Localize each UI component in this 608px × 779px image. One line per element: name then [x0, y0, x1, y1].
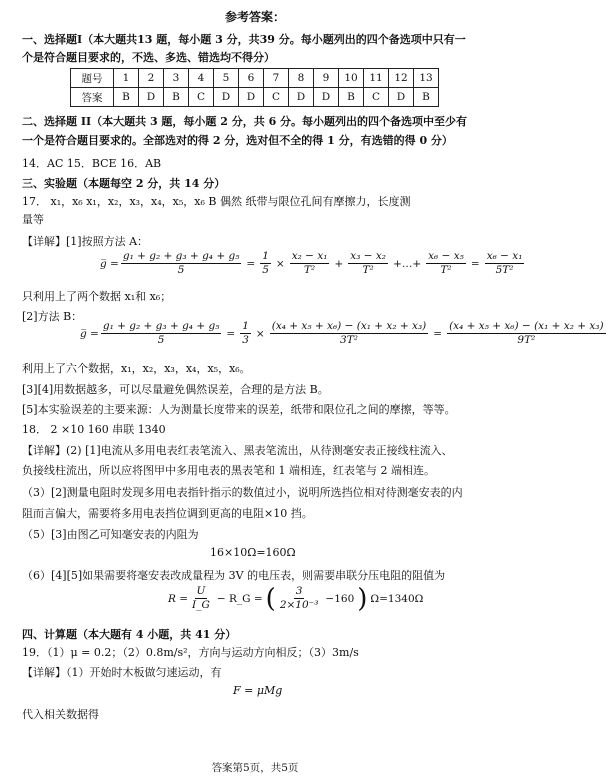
result: Ω=1340Ω [370, 592, 424, 605]
numerator: g₁ + g₂ + g₃ + g₄ + g₅ [122, 250, 240, 262]
table-cell: 6 [239, 69, 264, 88]
eq-lhs: R = [168, 592, 189, 605]
numerator: x₆ − x₁ [486, 250, 523, 262]
right-paren: ) [357, 583, 368, 614]
numerator: x₃ − x₂ [350, 250, 387, 262]
denominator: 5 [157, 334, 165, 346]
table-cell: C [264, 88, 289, 107]
denominator: 5T² [495, 264, 514, 276]
fraction [426, 250, 466, 277]
numerator: x₂ − x₁ [291, 250, 328, 262]
q18-detail-line5: （5）[3]由图乙可知毫安表的内阻为 [22, 528, 199, 541]
page-footer: 答案第5页，共5页 [211, 762, 299, 774]
denominator: 3T² [340, 334, 358, 346]
numerator: U [196, 585, 206, 597]
q17-answer-line1: 17． x₁，x₆ x₁，x₂，x₃，x₄，x₅，x₆ B 偶然 纸带与限位孔间有摩擦力，长度测 [22, 195, 411, 208]
section1-heading-line2: 个是符合题目要求的，不选、多选、错选均不得分） [22, 51, 275, 64]
operator: = [433, 327, 443, 340]
q18-detail-line3: （3）[2]测量电阻时发现多用电表指针指示的数值过小，说明所选挡位相对待测毫安表的内 [22, 486, 463, 499]
q19-detail-line1: 【详解】（1）开始时木板做匀速运动，有 [22, 666, 222, 679]
q18-detail-line2: 负接线柱流出，所以应将图甲中多用电表的黑表笔和 1 端相连，红表笔与 2 端相连。 [22, 464, 435, 477]
numerator: 3 [295, 585, 303, 597]
equation-method-b [80, 320, 608, 347]
operator: × [255, 327, 265, 340]
section2-heading-line1: 二、选择题 II（本大题共 3 题，每小题 2 分，共 6 分。每小题列出的四个备选项中至少有 [22, 115, 468, 128]
fraction [260, 250, 271, 277]
method-b-label: [2]方法 B： [22, 310, 83, 323]
denominator: T² [303, 264, 316, 276]
q18-detail-line1: 【详解】(2) [1]电流从多用电表红表笔流入、黑表笔流出，从待测毫安表正接线柱流入、 [22, 444, 453, 457]
denominator: 9T² [517, 334, 536, 346]
table-cell: B [164, 88, 189, 107]
fraction [485, 250, 525, 277]
numerator: 1 [242, 320, 249, 332]
only-two-data-note: 只利用上了两个数据 x₁和 x₆； [22, 290, 172, 303]
table-cell: 11 [364, 69, 389, 88]
section1-heading-line1: 一、选择题Ⅰ（本大题共13 题，每小题 3 分，共39 分。每小题列出的四个备选项中只有一 [22, 33, 466, 46]
q19-answer: 19．（1）μ = 0.2；（2）0.8m/s²，方向与运动方向相反；（3）3m/s [22, 646, 359, 659]
numerator: 1 [262, 250, 269, 262]
fraction [190, 585, 212, 612]
table-cell: 13 [414, 69, 439, 88]
table-cell: C [189, 88, 214, 107]
table-cell: 7 [264, 69, 289, 88]
table-cell: 10 [339, 69, 364, 88]
numerator: (x₄ + x₅ + x₆) − (x₁ + x₂ + x₃) [449, 320, 604, 332]
equation-series-resistance [168, 585, 426, 612]
q17-detail-method-a: 【详解】[1]按照方法 A： [22, 235, 149, 248]
table-cell: 2 [139, 69, 164, 88]
table-cell: B [414, 88, 439, 107]
note-5: [5]本实验误差的主要来源：人为测量长度带来的误差，纸带和限位孔之间的摩擦，等等。 [22, 403, 456, 416]
operator: −160 [325, 592, 355, 605]
answer-table-number-row [71, 69, 439, 88]
left-paren: ( [265, 583, 276, 614]
fraction [278, 585, 321, 612]
table-cell: 12 [389, 69, 414, 88]
table-cell: B [339, 88, 364, 107]
denominator: 5 [262, 264, 269, 276]
q18-answer: 18． 2 ×10 160 串联 1340 [22, 423, 166, 436]
table-cell: 5 [214, 69, 239, 88]
eq-lhs: g̅ = [100, 257, 119, 270]
section3-heading: 三、实验题（本题每空 2 分，共 14 分） [22, 177, 226, 190]
table-cell: B [114, 88, 139, 107]
q17-answer-line2: 量等 [22, 213, 44, 226]
denominator: 3 [242, 334, 249, 346]
note-3-4: [3][4]用数据越多，可以尽量避免偶然误差，合理的是方法 B。 [22, 383, 329, 396]
denominator: 2×10⁻³ [279, 599, 319, 611]
page-title: 参考答案： [224, 10, 285, 24]
table-cell: D [214, 88, 239, 107]
table-cell: 8 [289, 69, 314, 88]
operator: +…+ [393, 257, 422, 270]
table-cell: C [364, 88, 389, 107]
table-cell: D [389, 88, 414, 107]
equation-method-a [100, 250, 526, 277]
denominator: I_G [192, 599, 210, 611]
table-cell: D [239, 88, 264, 107]
q19-detail-line2: 代入相关数据得 [22, 708, 99, 721]
operator: = [246, 257, 256, 270]
fraction [290, 250, 330, 277]
eq-lhs: g̅ = [80, 327, 99, 340]
table-cell: 3 [164, 69, 189, 88]
q18-detail-line6: （6）[4][5]如果需要将毫安表改成量程为 3V 的电压表，则需要串联分压电阻的阻值为 [22, 569, 446, 582]
fraction [348, 250, 388, 277]
table-cell: 9 [314, 69, 339, 88]
numerator: x₆ − x₅ [428, 250, 464, 262]
six-data-note: 利用上了六个数据，x₁，x₂，x₃，x₄，x₅，x₆。 [22, 362, 251, 375]
answer-table-answer-row [71, 88, 439, 107]
operator: × [275, 257, 285, 270]
operator: = [470, 257, 480, 270]
operator: + [334, 257, 344, 270]
denominator: T² [440, 264, 452, 276]
answer-table [70, 68, 439, 107]
q18-equation-resistance: 16×10Ω=160Ω [210, 546, 296, 559]
table-cell: D [289, 88, 314, 107]
operator: = [226, 327, 236, 340]
fraction [270, 320, 429, 347]
denominator: T² [362, 264, 374, 276]
q19-friction-equation: F = μMg [233, 684, 283, 697]
table-cell: D [139, 88, 164, 107]
table-cell: 1 [114, 69, 139, 88]
fraction [447, 320, 606, 347]
fraction [121, 250, 242, 277]
fraction [101, 320, 222, 347]
table-cell: D [314, 88, 339, 107]
section4-heading: 四、计算题（本大题有 4 小题，共 41 分） [22, 628, 237, 641]
denominator: 5 [177, 264, 185, 276]
table-header-answer: 答案 [71, 88, 114, 107]
table-header-number: 题号 [71, 69, 114, 88]
q18-detail-line4: 阻而言偏大，需要将多用电表挡位调到更高的电阻×10 挡。 [22, 507, 313, 520]
fraction [240, 320, 251, 347]
numerator: g₁ + g₂ + g₃ + g₄ + g₅ [102, 320, 220, 332]
operator: − R_G = [216, 592, 263, 605]
section2-answers: 14．AC 15．BCE 16．AB [22, 157, 162, 170]
numerator: (x₄ + x₅ + x₆) − (x₁ + x₂ + x₃) [271, 320, 427, 332]
section2-heading-line2: 一个是符合题目要求的。全部选对的得 2 分，选对但不全的得 1 分，有选错的得 0 分） [22, 134, 453, 147]
table-cell: 4 [189, 69, 214, 88]
